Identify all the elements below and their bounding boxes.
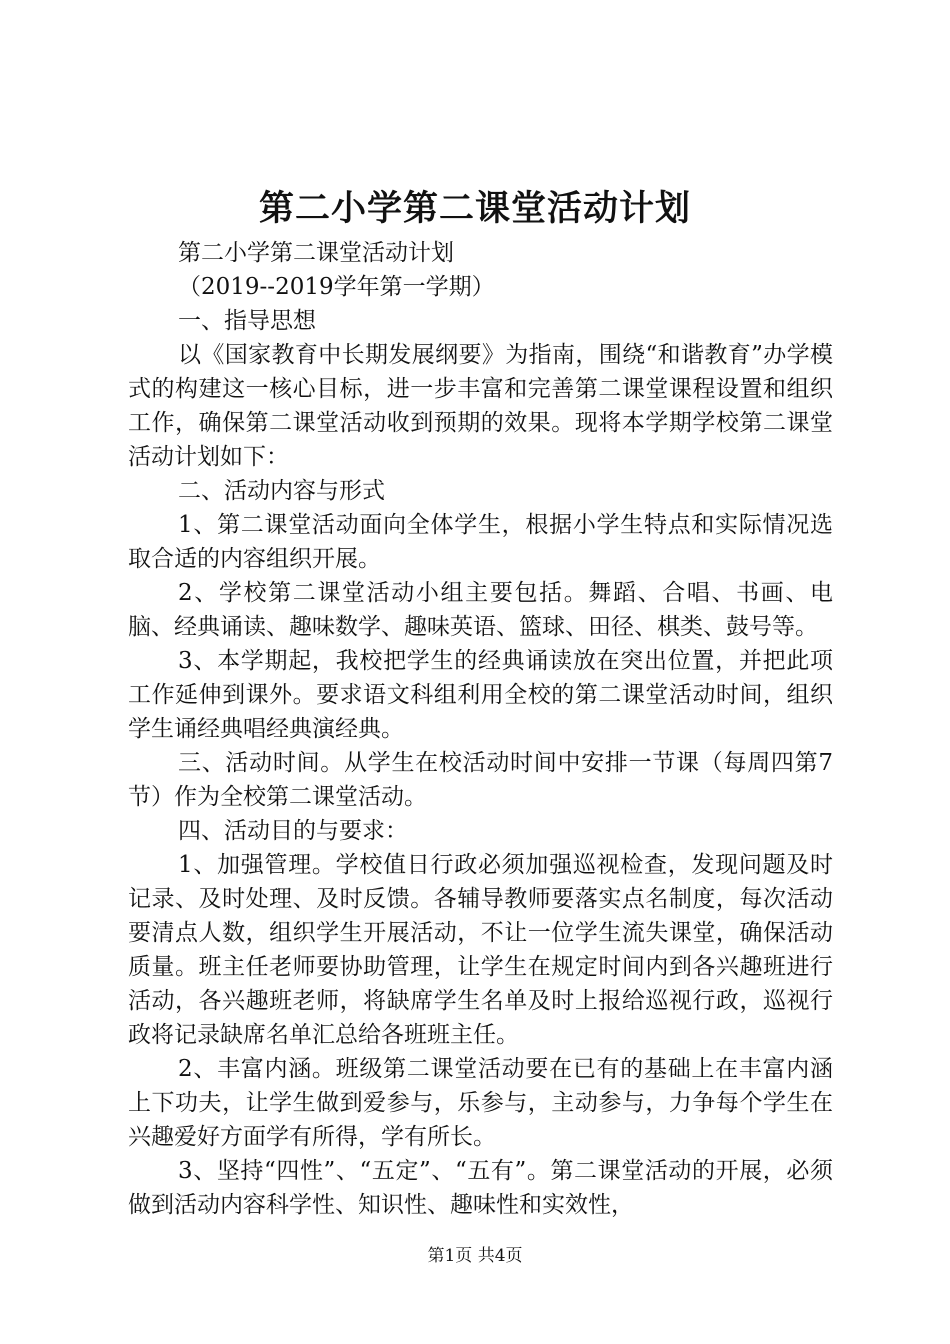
subtitle: 第二小学第二课堂活动计划 [178,240,454,266]
paragraph-goal-1: 1、加强管理。学校值日行政必须加强巡视检查，发现问题及时记录、及时处理、及时反馈。各辅导教师要落实点名制度，每次活动要清点人数，组织学生开展活动，不让一位学生流失课堂，确保活动质量。班主任老师要协助管理，让学生在规定时间内到各兴趣班进行活动，各兴趣班老师，将缺席学生名单及时上报给巡视行政，巡视行政将记录缺席名单汇总给各班班主任。 [128,852,833,1048]
section-heading-goals: 四、活动目的与要求： [178,818,408,844]
paragraph-guiding-idea: 以《国家教育中长期发展纲要》为指南，围绕“和谐教育”办学模式的构建这一核心目标，进一步丰富和完善第二课堂课程设置和组织工作，确保第二课堂活动收到预期的效果。现将本学期学校第二课堂活动计划如下： [128,342,833,470]
paragraph-goal-3: 3、坚持“四性”、“五定”、“五有”。第二课堂活动的开展，必须做到活动内容科学性、知识性、趣味性和实效性， [128,1158,833,1218]
school-year: （2019--2019学年第一学期） [178,274,495,300]
paragraph-activity-time: 三、活动时间。从学生在校活动时间中安排一节课（每周四第7节）作为全校第二课堂活动。 [128,750,833,810]
paragraph-content-3: 3、本学期起，我校把学生的经典诵读放在突出位置，并把此项工作延伸到课外。要求语文科组利用全校的第二课堂活动时间，组织学生诵经典唱经典演经典。 [128,648,833,742]
page-number-footer: 第1页 共4页 [427,1246,523,1266]
paragraph-content-2: 2、学校第二课堂活动小组主要包括。舞蹈、合唱、书画、电脑、经典诵读、趣味数学、趣味英语、篮球、田径、棋类、鼓号等。 [128,580,833,640]
paragraph-goal-2: 2、丰富内涵。班级第二课堂活动要在已有的基础上在丰富内涵上下功夫，让学生做到爱参与，乐参与，主动参与，力争每个学生在兴趣爱好方面学有所得，学有所长。 [128,1056,833,1150]
paragraph-content-1: 1、第二课堂活动面向全体学生，根据小学生特点和实际情况选取合适的内容组织开展。 [128,512,833,572]
section-heading-content-form: 二、活动内容与形式 [178,478,385,504]
document-title: 第二小学第二课堂活动计划 [258,188,691,229]
document-body [128,236,833,1222]
section-heading-guiding-idea: 一、指导思想 [178,308,316,334]
